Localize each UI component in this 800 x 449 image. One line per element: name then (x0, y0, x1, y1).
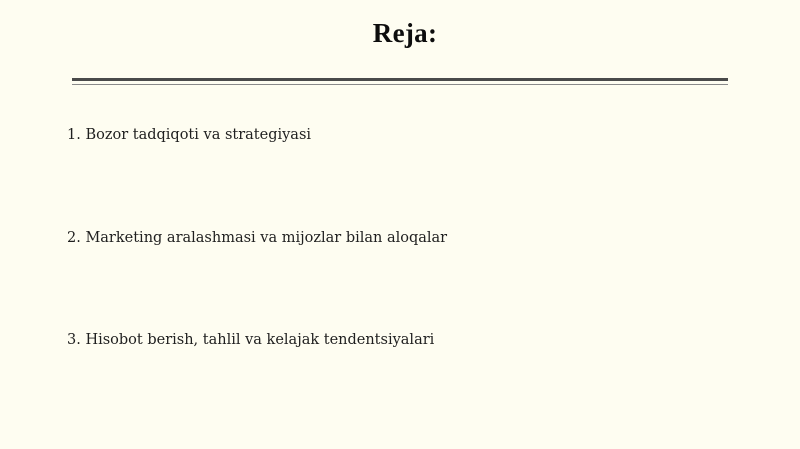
plan-item-2: 2. Marketing aralashmasi va mijozlar bilan aloqalar (67, 230, 448, 246)
title-divider-thick (72, 78, 728, 81)
plan-item-3: 3. Hisobot berish, tahlil va kelajak tendentsiyalari (67, 332, 435, 348)
plan-item-1: 1. Bozor tadqiqoti va strategiyasi (67, 127, 312, 143)
title-divider-thin (72, 84, 728, 85)
slide-title: Reja: (372, 18, 438, 48)
